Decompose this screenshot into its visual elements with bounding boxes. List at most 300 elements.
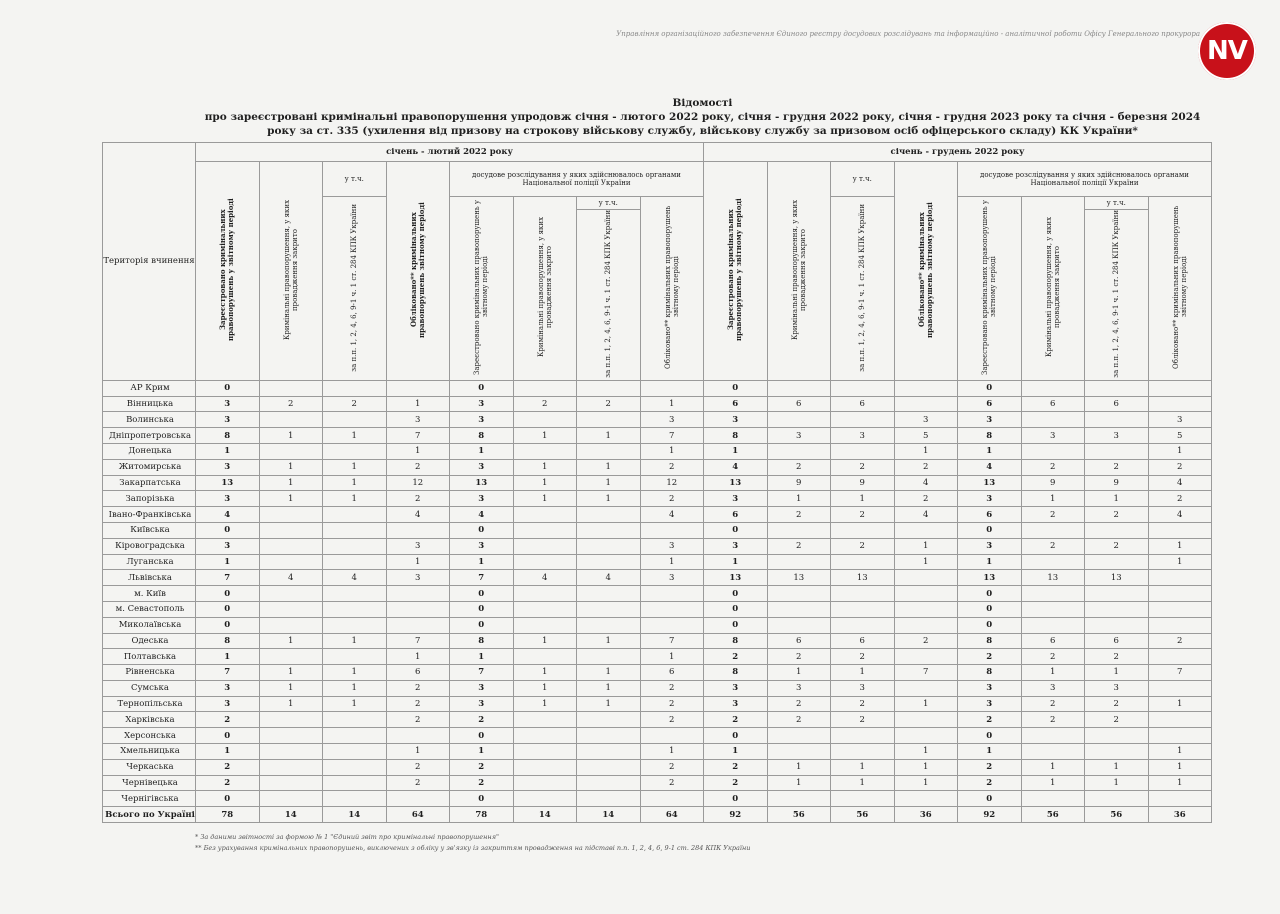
region-cell: Всього по Україні <box>103 807 196 823</box>
table-row <box>103 507 1212 523</box>
value-cell: 1 <box>831 665 895 681</box>
value-cell: 1 <box>513 680 577 696</box>
value-cell: 13 <box>831 570 895 586</box>
value-cell <box>323 586 387 602</box>
value-cell: 1 <box>259 475 323 491</box>
value-cell <box>386 728 450 744</box>
value-cell: 2 <box>767 712 831 728</box>
value-cell: 9 <box>1085 475 1149 491</box>
value-cell <box>513 538 577 554</box>
value-cell <box>323 744 387 760</box>
value-cell: 8 <box>196 428 260 444</box>
value-cell <box>259 712 323 728</box>
value-cell <box>577 712 641 728</box>
report-table <box>102 142 1212 823</box>
value-cell: 1 <box>767 491 831 507</box>
value-cell <box>386 522 450 538</box>
value-cell: 1 <box>259 680 323 696</box>
value-cell: 1 <box>640 396 704 412</box>
value-cell <box>831 586 895 602</box>
value-cell: 1 <box>577 696 641 712</box>
value-cell: 13 <box>450 475 514 491</box>
report-table-body <box>103 380 1212 822</box>
value-cell: 2 <box>196 775 260 791</box>
value-cell: 1 <box>704 443 768 459</box>
value-cell: 2 <box>1148 633 1212 649</box>
table-row <box>103 633 1212 649</box>
value-cell: 0 <box>450 617 514 633</box>
value-cell: 7 <box>450 570 514 586</box>
value-cell: 4 <box>958 459 1022 475</box>
value-cell: 1 <box>386 554 450 570</box>
header-registered-2: Зареєстровано кримінальних правопорушень у звітному періоді <box>704 162 768 381</box>
value-cell: 1 <box>259 633 323 649</box>
region-cell: Харківська <box>103 712 196 728</box>
region-cell: Волинська <box>103 412 196 428</box>
value-cell <box>767 617 831 633</box>
value-cell: 2 <box>386 696 450 712</box>
value-cell: 6 <box>767 396 831 412</box>
value-cell: 12 <box>386 475 450 491</box>
value-cell: 1 <box>259 491 323 507</box>
value-cell <box>386 601 450 617</box>
value-cell <box>1148 601 1212 617</box>
value-cell: 2 <box>323 396 387 412</box>
header-registered: Зареєстровано кримінальних правопорушень у звітному періоді <box>196 162 260 381</box>
value-cell: 2 <box>894 633 958 649</box>
value-cell: 1 <box>450 649 514 665</box>
value-cell: 1 <box>767 775 831 791</box>
value-cell <box>577 586 641 602</box>
value-cell <box>1085 443 1149 459</box>
header-territory: Територія вчинення <box>103 143 196 381</box>
header-police-2: досудове розслідування у яких здійснювалось органами Національної поліції України <box>958 162 1212 197</box>
value-cell <box>1148 617 1212 633</box>
value-cell <box>1148 680 1212 696</box>
region-cell: м. Київ <box>103 586 196 602</box>
value-cell: 1 <box>196 554 260 570</box>
table-row <box>103 791 1212 807</box>
value-cell: 3 <box>831 428 895 444</box>
value-cell <box>1085 728 1149 744</box>
region-cell: Донецька <box>103 443 196 459</box>
value-cell: 2 <box>894 491 958 507</box>
value-cell <box>513 380 577 396</box>
region-cell: Хмельницька <box>103 744 196 760</box>
value-cell <box>894 649 958 665</box>
value-cell: 1 <box>958 443 1022 459</box>
value-cell: 2 <box>259 396 323 412</box>
value-cell <box>831 617 895 633</box>
value-cell: 2 <box>386 680 450 696</box>
value-cell: 3 <box>704 696 768 712</box>
value-cell: 56 <box>1021 807 1085 823</box>
value-cell: 2 <box>640 775 704 791</box>
value-cell: 1 <box>577 665 641 681</box>
value-cell <box>894 522 958 538</box>
table-row <box>103 412 1212 428</box>
value-cell <box>323 507 387 523</box>
value-cell: 3 <box>640 538 704 554</box>
value-cell <box>323 554 387 570</box>
title-line-2: про зареєстровані кримінальні правопорушення упродовж січня - лютого 2022 року, січня - грудня 2022 року, січня - грудня 2023 року та січня - березня 2024 року за ст. 335 (ухилення від призову на строкову військову службу, військову службу за призовом осіб офіцерського складу) КК України* <box>204 111 1201 137</box>
value-cell: 4 <box>196 507 260 523</box>
value-cell <box>1148 522 1212 538</box>
value-cell: 2 <box>894 459 958 475</box>
value-cell: 2 <box>704 775 768 791</box>
value-cell <box>513 744 577 760</box>
value-cell: 14 <box>323 807 387 823</box>
value-cell: 2 <box>640 696 704 712</box>
value-cell <box>259 507 323 523</box>
region-cell: Луганська <box>103 554 196 570</box>
value-cell: 2 <box>577 396 641 412</box>
table-row <box>103 380 1212 396</box>
value-cell: 2 <box>513 396 577 412</box>
value-cell <box>323 601 387 617</box>
value-cell <box>1085 601 1149 617</box>
header-accounted: Обліковано** кримінальних правопорушень звітному періоді <box>386 162 450 381</box>
value-cell: 2 <box>767 507 831 523</box>
table-row <box>103 617 1212 633</box>
header-period-2: січень - грудень 2022 року <box>704 143 1212 162</box>
value-cell: 56 <box>831 807 895 823</box>
value-cell: 1 <box>1148 759 1212 775</box>
value-cell <box>767 791 831 807</box>
value-cell <box>1021 443 1085 459</box>
value-cell: 2 <box>767 538 831 554</box>
value-cell <box>1021 554 1085 570</box>
value-cell: 1 <box>704 744 768 760</box>
value-cell: 3 <box>767 428 831 444</box>
value-cell: 2 <box>1021 696 1085 712</box>
value-cell <box>767 601 831 617</box>
value-cell <box>386 617 450 633</box>
value-cell: 0 <box>704 522 768 538</box>
value-cell <box>767 522 831 538</box>
value-cell: 3 <box>450 696 514 712</box>
value-cell: 4 <box>386 507 450 523</box>
value-cell: 6 <box>1085 396 1149 412</box>
value-cell: 0 <box>704 728 768 744</box>
value-cell: 2 <box>640 491 704 507</box>
value-cell: 3 <box>450 491 514 507</box>
value-cell: 6 <box>1085 633 1149 649</box>
value-cell <box>1085 744 1149 760</box>
value-cell: 6 <box>958 396 1022 412</box>
value-cell: 1 <box>640 744 704 760</box>
value-cell: 56 <box>1085 807 1149 823</box>
value-cell: 3 <box>196 538 260 554</box>
region-cell: Закарпатська <box>103 475 196 491</box>
value-cell: 2 <box>704 649 768 665</box>
value-cell <box>1085 554 1149 570</box>
value-cell: 1 <box>513 459 577 475</box>
value-cell <box>259 775 323 791</box>
value-cell <box>386 380 450 396</box>
value-cell: 2 <box>958 712 1022 728</box>
value-cell <box>767 380 831 396</box>
value-cell <box>323 522 387 538</box>
value-cell: 2 <box>704 712 768 728</box>
value-cell: 0 <box>196 791 260 807</box>
value-cell: 9 <box>831 475 895 491</box>
value-cell <box>386 586 450 602</box>
value-cell: 0 <box>450 586 514 602</box>
value-cell <box>767 586 831 602</box>
value-cell: 1 <box>1148 744 1212 760</box>
value-cell <box>577 791 641 807</box>
value-cell: 8 <box>450 428 514 444</box>
value-cell <box>259 759 323 775</box>
value-cell <box>577 728 641 744</box>
region-cell: Чернігівська <box>103 791 196 807</box>
value-cell <box>323 712 387 728</box>
value-cell: 0 <box>704 601 768 617</box>
value-cell: 2 <box>1021 538 1085 554</box>
value-cell: 3 <box>450 459 514 475</box>
value-cell: 3 <box>704 538 768 554</box>
value-cell: 2 <box>1021 507 1085 523</box>
value-cell <box>894 680 958 696</box>
value-cell <box>1148 791 1212 807</box>
value-cell: 1 <box>450 443 514 459</box>
value-cell: 2 <box>450 759 514 775</box>
table-row <box>103 538 1212 554</box>
value-cell <box>577 649 641 665</box>
value-cell: 0 <box>450 601 514 617</box>
value-cell <box>323 443 387 459</box>
value-cell: 2 <box>1085 649 1149 665</box>
value-cell: 1 <box>577 491 641 507</box>
value-cell: 4 <box>894 475 958 491</box>
value-cell <box>323 538 387 554</box>
value-cell <box>894 586 958 602</box>
value-cell: 1 <box>1148 554 1212 570</box>
value-cell: 13 <box>704 570 768 586</box>
value-cell: 5 <box>894 428 958 444</box>
region-cell: Київська <box>103 522 196 538</box>
footnote-2: ** Без урахування кримінальних правопорушень, виключених з обліку у зв'язку із закриттям провадження на підставі п.п. 1, 2, 4, 6, 9-1 ст. 284 КПК України <box>195 844 751 852</box>
value-cell: 1 <box>767 759 831 775</box>
value-cell: 3 <box>958 696 1022 712</box>
value-cell <box>323 791 387 807</box>
value-cell <box>513 522 577 538</box>
table-row <box>103 601 1212 617</box>
value-cell: 14 <box>577 807 641 823</box>
value-cell: 1 <box>894 554 958 570</box>
value-cell: 4 <box>1148 475 1212 491</box>
value-cell: 1 <box>577 633 641 649</box>
value-cell: 1 <box>577 459 641 475</box>
region-cell: Рівненська <box>103 665 196 681</box>
table-row <box>103 744 1212 760</box>
region-cell: Одеська <box>103 633 196 649</box>
value-cell: 1 <box>386 649 450 665</box>
value-cell: 6 <box>1021 396 1085 412</box>
region-cell: Вінницька <box>103 396 196 412</box>
value-cell: 1 <box>894 775 958 791</box>
value-cell: 3 <box>196 491 260 507</box>
value-cell <box>831 554 895 570</box>
value-cell: 2 <box>831 712 895 728</box>
value-cell: 1 <box>1148 443 1212 459</box>
value-cell <box>831 412 895 428</box>
value-cell <box>577 775 641 791</box>
value-cell: 6 <box>1021 633 1085 649</box>
value-cell: 3 <box>386 412 450 428</box>
value-cell: 1 <box>513 665 577 681</box>
table-row <box>103 696 1212 712</box>
value-cell: 3 <box>704 680 768 696</box>
value-cell <box>513 554 577 570</box>
value-cell <box>513 586 577 602</box>
value-cell <box>1021 744 1085 760</box>
value-cell <box>1148 396 1212 412</box>
value-cell: 78 <box>450 807 514 823</box>
value-cell: 3 <box>196 680 260 696</box>
value-cell: 9 <box>767 475 831 491</box>
header-closed: Кримінальні правопорушення, у яких провадження закрито <box>259 162 323 381</box>
value-cell: 6 <box>831 396 895 412</box>
value-cell: 4 <box>450 507 514 523</box>
value-cell: 3 <box>1085 428 1149 444</box>
value-cell: 2 <box>1021 459 1085 475</box>
value-cell: 1 <box>704 554 768 570</box>
value-cell: 13 <box>767 570 831 586</box>
table-row <box>103 459 1212 475</box>
value-cell <box>577 443 641 459</box>
value-cell: 2 <box>1085 459 1149 475</box>
value-cell: 3 <box>1021 428 1085 444</box>
value-cell: 4 <box>640 507 704 523</box>
value-cell: 2 <box>831 459 895 475</box>
value-cell: 8 <box>450 633 514 649</box>
value-cell: 0 <box>704 617 768 633</box>
value-cell <box>323 412 387 428</box>
table-row <box>103 396 1212 412</box>
value-cell: 36 <box>894 807 958 823</box>
value-cell: 0 <box>958 791 1022 807</box>
value-cell <box>767 443 831 459</box>
value-cell: 6 <box>386 665 450 681</box>
value-cell <box>1148 712 1212 728</box>
value-cell: 1 <box>259 696 323 712</box>
title-line-1: Відомості <box>672 97 733 109</box>
value-cell: 8 <box>704 633 768 649</box>
value-cell <box>259 744 323 760</box>
value-cell: 3 <box>767 680 831 696</box>
value-cell <box>1148 570 1212 586</box>
value-cell <box>1148 649 1212 665</box>
sub-closed: Кримінальні правопорушення, у яких провадження закрито <box>513 197 577 381</box>
value-cell: 2 <box>386 775 450 791</box>
value-cell: 1 <box>640 649 704 665</box>
value-cell: 1 <box>1021 491 1085 507</box>
value-cell: 0 <box>196 380 260 396</box>
sub-registered-2: Зареєстровано кримінальних правопорушень у звітному періоді <box>958 197 1022 381</box>
value-cell: 8 <box>704 665 768 681</box>
value-cell <box>894 570 958 586</box>
value-cell: 2 <box>767 459 831 475</box>
value-cell: 2 <box>958 649 1022 665</box>
value-cell <box>767 744 831 760</box>
value-cell: 1 <box>323 428 387 444</box>
value-cell: 1 <box>1021 775 1085 791</box>
value-cell: 1 <box>1085 491 1149 507</box>
table-row <box>103 728 1212 744</box>
value-cell: 2 <box>640 712 704 728</box>
sub-utch-2: у т.ч. <box>1085 197 1149 210</box>
value-cell: 3 <box>196 396 260 412</box>
region-cell: Черкаська <box>103 759 196 775</box>
value-cell <box>513 775 577 791</box>
value-cell: 1 <box>386 443 450 459</box>
value-cell: 1 <box>323 696 387 712</box>
header-note: Управління організаційного забезпечення Єдиного реєстру досудових розслідувань та інформаційно - аналітичної роботи Офісу Генерального прокурора <box>616 30 1200 38</box>
value-cell <box>513 617 577 633</box>
value-cell: 2 <box>831 538 895 554</box>
value-cell <box>1021 522 1085 538</box>
value-cell: 1 <box>894 696 958 712</box>
region-cell: Полтавська <box>103 649 196 665</box>
value-cell <box>1085 586 1149 602</box>
value-cell: 3 <box>196 412 260 428</box>
value-cell: 7 <box>196 665 260 681</box>
nv-logo: NV <box>1198 22 1256 80</box>
value-cell <box>513 601 577 617</box>
value-cell <box>259 443 323 459</box>
value-cell: 8 <box>704 428 768 444</box>
value-cell: 7 <box>894 665 958 681</box>
value-cell: 2 <box>704 759 768 775</box>
header-closed-2: Кримінальні правопорушення, у яких провадження закрито <box>767 162 831 381</box>
value-cell: 2 <box>767 696 831 712</box>
sub-clauses: за п.п. 1, 2, 4, 6, 9-1 ч. 1 ст. 284 КПК України <box>577 210 641 381</box>
value-cell: 7 <box>1148 665 1212 681</box>
value-cell: 92 <box>704 807 768 823</box>
region-cell: Кіровоградська <box>103 538 196 554</box>
value-cell: 2 <box>196 712 260 728</box>
value-cell: 2 <box>831 696 895 712</box>
value-cell: 3 <box>386 538 450 554</box>
table-row <box>103 475 1212 491</box>
value-cell <box>1085 380 1149 396</box>
value-cell <box>577 380 641 396</box>
region-cell: Херсонська <box>103 728 196 744</box>
value-cell: 0 <box>704 586 768 602</box>
value-cell: 1 <box>577 428 641 444</box>
value-cell: 64 <box>386 807 450 823</box>
value-cell: 4 <box>577 570 641 586</box>
value-cell <box>1021 380 1085 396</box>
value-cell: 1 <box>831 759 895 775</box>
value-cell: 7 <box>640 428 704 444</box>
value-cell <box>386 791 450 807</box>
value-cell: 2 <box>831 649 895 665</box>
value-cell: 1 <box>1021 759 1085 775</box>
value-cell: 8 <box>958 428 1022 444</box>
value-cell: 1 <box>513 491 577 507</box>
value-cell: 6 <box>704 507 768 523</box>
value-cell: 2 <box>386 759 450 775</box>
value-cell: 1 <box>894 538 958 554</box>
value-cell: 0 <box>450 728 514 744</box>
value-cell: 4 <box>1148 507 1212 523</box>
value-cell <box>831 744 895 760</box>
value-cell: 1 <box>767 665 831 681</box>
value-cell: 2 <box>1021 712 1085 728</box>
